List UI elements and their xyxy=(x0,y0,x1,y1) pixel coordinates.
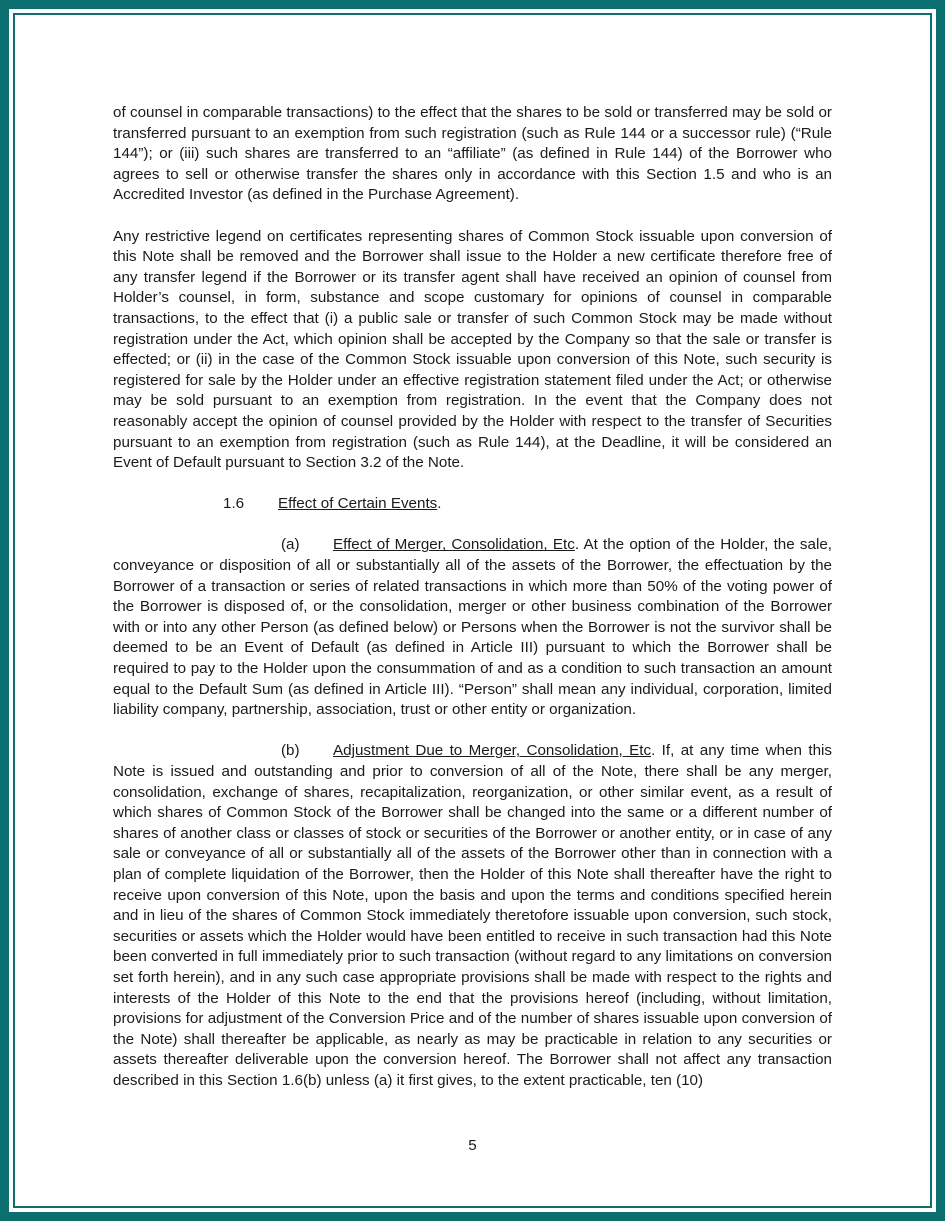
section-title-period: . xyxy=(437,495,442,513)
section-1-6-heading xyxy=(113,494,832,515)
page-number: 5 xyxy=(468,1137,477,1154)
frame-inner-gap xyxy=(9,9,936,1212)
subsection-b-label: (b) xyxy=(281,742,300,760)
subsection-a-body: . At the option of the Holder, the sale, conveyance or disposition of all or substantially all of the assets of the Borrower, the effectuation by the Borrower of a transaction or series of related transactions in which more than 50% of the voting power of the Borrower is disposed of, or the consolidation, merger or other business combination of the Borrower with or into any other Person (as defined below) or Persons when the Borrower is not the survivor shall be deemed to be an Event of Default (as defined in Article III) pursuant to which the Borrower shall be required to pay to the Holder upon the consummation of and as a condition to such transaction an amount equal to the Default Sum (as defined in Article III). “Person” shall mean any individual, corporation, limited liability company, partnership, association, trust or other entity or organization. xyxy=(113,536,832,719)
subsection-a-paragraph xyxy=(113,535,832,720)
subsection-b-body: . If, at any time when this Note is issued and outstanding and prior to conversion of all of the Note, there shall be any merger, consolidation, exchange of shares, recapitalization, reorganization, or other similar event, as a result of which shares of Common Stock of the Borrower shall be changed into the same or a different number of shares of another class or classes of stock or securities of the Borrower or another entity, or in case of any sale or conveyance of all or substantially all of the assets of the Borrower other than in connection with a plan of complete liquidation of the Borrower, then the Holder of this Note shall thereafter have the right to receive upon conversion of this Note, upon the basis and upon the terms and conditions specified herein and in lieu of the shares of Common Stock immediately theretofore issuable upon conversion, such stock, securities or assets which the Holder would have been entitled to receive in such transaction had this Note been converted in full immediately prior to such transaction (without regard to any limitations on conversion set forth herein), and in any such case appropriate provisions shall be made with respect to the rights and interests of the Holder of this Note to the end that the provisions hereof (including, without limitation, provisions for adjustment of the Conversion Price and of the number of shares issuable upon conversion of the Note) shall thereafter be applicable, as nearly as may be practicable in relation to any securities or assets thereafter deliverable upon the conversion hereof. The Borrower shall not affect any transaction described in this Section 1.6(b) unless (a) it first gives, to the extent practicable, ten (10) xyxy=(113,742,833,1089)
subsection-a-label: (a) xyxy=(281,536,300,554)
document-page xyxy=(13,13,932,1208)
subsection-b-paragraph xyxy=(113,741,832,1091)
subsection-b-title: Adjustment Due to Merger, Consolidation, Etc xyxy=(333,742,652,760)
section-title: Effect of Certain Events xyxy=(278,495,438,513)
paragraph-counsel-opinion: of counsel in comparable transactions) to the effect that the shares to be sold or transferred may be sold or transferred pursuant to an exemption from such registration (such as Rule 144 or a successor rule) (“Rule 144”); or (iii) such shares are transferred to an “affiliate” (as defined in Rule 144) of the Borrower who agrees to sell or otherwise transfer the shares only in accordance with this Section 1.5 and who is an Accredited Investor (as defined in the Purchase Agreement). xyxy=(113,104,832,204)
subsection-a-title: Effect of Merger, Consolidation, Etc xyxy=(333,536,575,554)
paragraph-restrictive-legend: Any restrictive legend on certificates representing shares of Common Stock issuable upon conversion of this Note shall be removed and the Borrower shall issue to the Holder a new certificate therefore free of any transfer legend if the Borrower or its transfer agent shall have received an opinion of counsel from Holder’s counsel, in form, substance and scope customary for opinions of counsel in comparable transactions, to the effect that (i) a public sale or transfer of such Common Stock may be made without registration under the Act, which opinion shall be accepted by the Company so that the sale or transfer is effected; or (ii) in the case of the Common Stock issuable upon conversion of this Note, such security is registered for sale by the Holder under an effective registration statement filed under the Act; or otherwise may be sold pursuant to an exemption from registration. In the event that the Company does not reasonably accept the opinion of counsel provided by the Holder with respect to the transfer of Securities pursuant to an exemption from registration (such as Rule 144), at the Deadline, it will be considered an Event of Default pursuant to Section 3.2 of the Note. xyxy=(113,227,832,472)
section-number: 1.6 xyxy=(223,495,245,513)
